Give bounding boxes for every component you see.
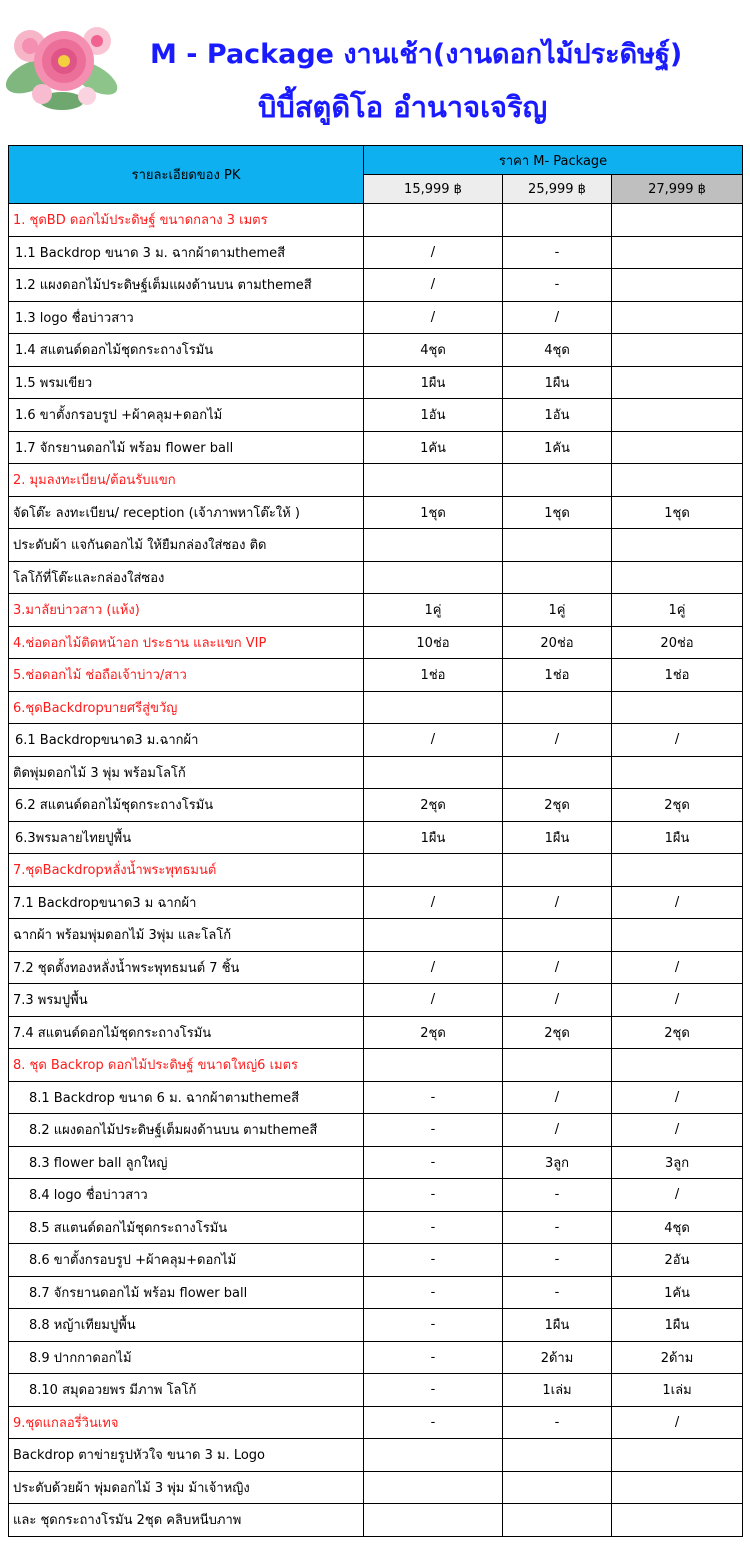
tier-3-value	[612, 431, 743, 464]
tier-3-value: /	[612, 1406, 743, 1439]
item-label: 7.3 พรมปูพื้น	[9, 984, 364, 1017]
header-row	[9, 146, 743, 175]
tier-3-value	[612, 529, 743, 562]
table-row	[9, 1276, 743, 1309]
tier-1-value: -	[364, 1276, 503, 1309]
tier-3-value	[612, 236, 743, 269]
tier-2-value: /	[503, 301, 612, 334]
tier-1-value	[364, 756, 503, 789]
item-label: 1.1 Backdrop ขนาด 3 ม. ฉากผ้าตามthemeสี	[9, 236, 364, 269]
table-row	[9, 1341, 743, 1374]
tier-3-value: /	[612, 886, 743, 919]
tier-3-value	[612, 561, 743, 594]
tier-2-value	[503, 529, 612, 562]
tier-3-value: /	[612, 951, 743, 984]
tier-1-value: -	[364, 1244, 503, 1277]
tier-3-value	[612, 366, 743, 399]
item-label: 8.1 Backdrop ขนาด 6 ม. ฉากผ้าตามthemeสี	[9, 1081, 364, 1114]
section-label: 9.ชุดแกลอรี่วินเทจ	[9, 1406, 364, 1439]
section-label: 8. ชุด Backrop ดอกไม้ประดิษฐ์ ขนาดใหญ่6 เมตร	[9, 1049, 364, 1082]
tier-1-value: -	[364, 1146, 503, 1179]
tier-3-value	[612, 269, 743, 302]
tier-2-value: -	[503, 1406, 612, 1439]
table-row	[9, 1406, 743, 1439]
tier-1-value: -	[364, 1211, 503, 1244]
tier-1-value: /	[364, 301, 503, 334]
item-label: 1.3 logo ชื่อบ่าวสาว	[9, 301, 364, 334]
tier-1-value: -	[364, 1114, 503, 1147]
table-row	[9, 756, 743, 789]
tier-2-value: 1อัน	[503, 399, 612, 432]
tier-2-value: 4ชุด	[503, 334, 612, 367]
tier-1-value	[364, 204, 503, 237]
section-label: 3.มาลัยบ่าวสาว (แห้ง)	[9, 594, 364, 627]
tier-1-value: -	[364, 1309, 503, 1342]
item-label: 7.1 Backdropขนาด3 ม ฉากผ้า	[9, 886, 364, 919]
tier-1-value: /	[364, 886, 503, 919]
tier-2-value: 1เล่ม	[503, 1374, 612, 1407]
item-label: 6.3พรมลายไทยปูพื้น	[9, 821, 364, 854]
tier-2-value	[503, 756, 612, 789]
item-label: 8.7 จักรยานดอกไม้ พร้อม flower ball	[9, 1276, 364, 1309]
tier-3-value	[612, 204, 743, 237]
table-row	[9, 626, 743, 659]
tier-1-value	[364, 1504, 503, 1537]
tier-2-value: /	[503, 886, 612, 919]
tier-1-value: -	[364, 1081, 503, 1114]
tier-3-value	[612, 301, 743, 334]
section-label: 2. มุมลงทะเบียน/ต้อนรับแขก	[9, 464, 364, 497]
tier-2-value: 1ชุด	[503, 496, 612, 529]
tier-1-value: 4ชุด	[364, 334, 503, 367]
table-row	[9, 951, 743, 984]
tier-2-value: -	[503, 1276, 612, 1309]
table-row	[9, 431, 743, 464]
item-label: 8.6 ขาตั้งกรอบรูป +ผ้าคลุม+ดอกไม้	[9, 1244, 364, 1277]
tier-3-value	[612, 756, 743, 789]
table-row	[9, 1146, 743, 1179]
tier-3-value: 2อัน	[612, 1244, 743, 1277]
tier-1-value	[364, 1471, 503, 1504]
table-row	[9, 594, 743, 627]
page-header	[0, 0, 750, 140]
tier-3-value: 1คัน	[612, 1276, 743, 1309]
tier-1-value	[364, 691, 503, 724]
table-row	[9, 561, 743, 594]
table-row	[9, 496, 743, 529]
tier-1-value: 1อัน	[364, 399, 503, 432]
section-label: 1. ชุดBD ดอกไม้ประดิษฐ์ ขนาดกลาง 3 เมตร	[9, 204, 364, 237]
tier-3-value: 1ชุด	[612, 496, 743, 529]
tier-2-value	[503, 1504, 612, 1537]
tier-3-value: 1ผืน	[612, 1309, 743, 1342]
tier-3-value: 4ชุด	[612, 1211, 743, 1244]
table-row	[9, 1439, 743, 1472]
tier-3-value	[612, 334, 743, 367]
table-row	[9, 301, 743, 334]
tier-1-value: 10ช่อ	[364, 626, 503, 659]
tier-3-value: /	[612, 984, 743, 1017]
table-row	[9, 1374, 743, 1407]
tier-1-value: /	[364, 724, 503, 757]
tier-3-value: 1เล่ม	[612, 1374, 743, 1407]
table-row	[9, 366, 743, 399]
tier-2-value	[503, 204, 612, 237]
tier-1-value	[364, 854, 503, 887]
section-label: 4.ช่อดอกไม้ติดหน้าอก ประธาน และแขก VIP	[9, 626, 364, 659]
tier-1-value: 1ผืน	[364, 821, 503, 854]
tier-3-value: /	[612, 1179, 743, 1212]
item-label: 7.4 สแตนด์ดอกไม้ชุดกระถางโรมัน	[9, 1016, 364, 1049]
page-subtitle: บิบี้สตูดิโอ อำนาจเจริญ	[258, 90, 548, 124]
tier-1-value: 1ชุด	[364, 496, 503, 529]
item-label: 8.4 logo ชื่อบ่าวสาว	[9, 1179, 364, 1212]
table-row	[9, 1016, 743, 1049]
tier-2-value: 1คู่	[503, 594, 612, 627]
tier-1-value: -	[364, 1406, 503, 1439]
price-tier-3: 27,999 ฿	[612, 175, 743, 204]
tier-1-value: 2ชุด	[364, 1016, 503, 1049]
item-label: 8.8 หญ้าเทียมปูพื้น	[9, 1309, 364, 1342]
item-label: ฉากผ้า พร้อมพุ่มดอกไม้ 3พุ่ม และโลโก้	[9, 919, 364, 952]
tier-1-value: -	[364, 1179, 503, 1212]
tier-1-value	[364, 1049, 503, 1082]
table-row	[9, 464, 743, 497]
item-label: 1.6 ขาตั้งกรอบรูป +ผ้าคลุม+ดอกไม้	[9, 399, 364, 432]
tier-3-value: 1ช่อ	[612, 659, 743, 692]
tier-3-value: /	[612, 1081, 743, 1114]
item-label: 8.3 flower ball ลูกใหญ่	[9, 1146, 364, 1179]
tier-1-value: 1ช่อ	[364, 659, 503, 692]
item-label: 1.5 พรมเขียว	[9, 366, 364, 399]
tier-2-value: /	[503, 724, 612, 757]
table-row	[9, 204, 743, 237]
item-label: จัดโต๊ะ ลงทะเบียน/ reception (เจ้าภาพหาโต๊ะให้ )	[9, 496, 364, 529]
item-label: 8.9 ปากกาดอกไม้	[9, 1341, 364, 1374]
section-label: 6.ชุดBackdropบายศรีสู่ขวัญ	[9, 691, 364, 724]
tier-3-value: /	[612, 1114, 743, 1147]
tier-1-value: 1คู่	[364, 594, 503, 627]
item-label: ติดพุ่มดอกไม้ 3 พุ่ม พร้อมโลโก้	[9, 756, 364, 789]
tier-3-value: 20ช่อ	[612, 626, 743, 659]
pink-flower-bouquet-icon	[2, 6, 122, 116]
tier-2-value: -	[503, 236, 612, 269]
item-label: ประดับผ้า แจกันดอกไม้ ให้ยืมกล่องใส่ซอง ติด	[9, 529, 364, 562]
table-row	[9, 1179, 743, 1212]
tier-2-value	[503, 464, 612, 497]
tier-3-value: 3ลูก	[612, 1146, 743, 1179]
tier-2-value: 1คัน	[503, 431, 612, 464]
tier-2-value: -	[503, 1179, 612, 1212]
tier-2-value	[503, 561, 612, 594]
package-table	[8, 145, 743, 1537]
item-label: 6.2 สแตนด์ดอกไม้ชุดกระถางโรมัน	[9, 789, 364, 822]
page-title: M - Package งานเช้า(งานดอกไม้ประดิษฐ์)	[150, 39, 683, 70]
tier-2-value	[503, 1049, 612, 1082]
table-row	[9, 1114, 743, 1147]
section-label: 7.ชุดBackdropหลั่งน้ำพระพุทธมนต์	[9, 854, 364, 887]
table-row	[9, 691, 743, 724]
table-row	[9, 919, 743, 952]
price-header: ราคา M- Package	[364, 146, 743, 175]
table-row	[9, 1309, 743, 1342]
tier-1-value: -	[364, 1341, 503, 1374]
tier-2-value: 20ช่อ	[503, 626, 612, 659]
tier-3-value	[612, 1049, 743, 1082]
tier-3-value	[612, 854, 743, 887]
tier-1-value	[364, 919, 503, 952]
tier-2-value: 2ชุด	[503, 1016, 612, 1049]
table-row	[9, 724, 743, 757]
tier-3-value	[612, 1504, 743, 1537]
item-label: และ ชุดกระถางโรมัน 2ชุด คลิบหนีบภาพ	[9, 1504, 364, 1537]
table-row	[9, 1244, 743, 1277]
tier-2-value: -	[503, 1211, 612, 1244]
tier-1-value: /	[364, 951, 503, 984]
tier-3-value: 2ชุด	[612, 789, 743, 822]
tier-1-value: 1ผืน	[364, 366, 503, 399]
section-label: 5.ช่อดอกไม้ ช่อถือเจ้าบ่าว/สาว	[9, 659, 364, 692]
tier-3-value	[612, 919, 743, 952]
table-row	[9, 886, 743, 919]
tier-3-value	[612, 691, 743, 724]
tier-3-value	[612, 399, 743, 432]
tier-2-value	[503, 854, 612, 887]
tier-2-value: 1ช่อ	[503, 659, 612, 692]
table-row	[9, 821, 743, 854]
table-row	[9, 399, 743, 432]
item-label: 6.1 Backdropขนาด3 ม.ฉากผ้า	[9, 724, 364, 757]
tier-2-value: 1ผืน	[503, 366, 612, 399]
table-row	[9, 334, 743, 367]
table-row	[9, 1049, 743, 1082]
tier-2-value: -	[503, 1244, 612, 1277]
table-row	[9, 1211, 743, 1244]
tier-2-value	[503, 691, 612, 724]
table-row	[9, 1504, 743, 1537]
table-row	[9, 269, 743, 302]
tier-2-value	[503, 1439, 612, 1472]
tier-3-value: 2ชุด	[612, 1016, 743, 1049]
tier-1-value: 1คัน	[364, 431, 503, 464]
tier-3-value	[612, 1439, 743, 1472]
tier-1-value: -	[364, 1374, 503, 1407]
item-label: โลโก้ที่โต๊ะและกล่องใส่ซอง	[9, 561, 364, 594]
tier-1-value	[364, 561, 503, 594]
tier-3-value: 1คู่	[612, 594, 743, 627]
tier-2-value: /	[503, 1081, 612, 1114]
price-tier-2: 25,999 ฿	[503, 175, 612, 204]
tier-3-value: /	[612, 724, 743, 757]
tier-1-value: /	[364, 269, 503, 302]
table-row	[9, 1471, 743, 1504]
tier-2-value	[503, 919, 612, 952]
table-row	[9, 1081, 743, 1114]
tier-1-value: 2ชุด	[364, 789, 503, 822]
tier-1-value: /	[364, 236, 503, 269]
tier-2-value: /	[503, 1114, 612, 1147]
tier-1-value	[364, 1439, 503, 1472]
item-label: 1.2 แผงดอกไม้ประดิษฐ์เต็มแผงด้านบน ตามthemeสี	[9, 269, 364, 302]
tier-3-value: 1ผืน	[612, 821, 743, 854]
tier-1-value	[364, 464, 503, 497]
tier-2-value: 1ผืน	[503, 1309, 612, 1342]
tier-3-value	[612, 1471, 743, 1504]
table-row	[9, 854, 743, 887]
table-row	[9, 984, 743, 1017]
table-row	[9, 529, 743, 562]
tier-2-value: 2ด้าม	[503, 1341, 612, 1374]
tier-1-value	[364, 529, 503, 562]
item-label: 7.2 ชุดตั้งทองหลั่งน้ำพระพุทธมนต์ 7 ชิ้น	[9, 951, 364, 984]
table-row	[9, 659, 743, 692]
table-row	[9, 789, 743, 822]
item-label: 1.4 สแตนด์ดอกไม้ชุดกระถางโรมัน	[9, 334, 364, 367]
tier-2-value: /	[503, 984, 612, 1017]
item-label: Backdrop ตาข่ายรูปหัวใจ ขนาด 3 ม. Logo	[9, 1439, 364, 1472]
item-label: 8.5 สแตนด์ดอกไม้ชุดกระถางโรมัน	[9, 1211, 364, 1244]
item-label: ประดับด้วยผ้า พุ่มดอกไม้ 3 พุ่ม ม้าเจ้าหญิง	[9, 1471, 364, 1504]
tier-3-value	[612, 464, 743, 497]
item-label: 8.10 สมุดอวยพร มีภาพ โลโก้	[9, 1374, 364, 1407]
tier-2-value	[503, 1471, 612, 1504]
description-header: รายละเอียดของ PK	[9, 146, 364, 204]
tier-1-value: /	[364, 984, 503, 1017]
price-tier-1: 15,999 ฿	[364, 175, 503, 204]
tier-2-value: 3ลูก	[503, 1146, 612, 1179]
table-row	[9, 236, 743, 269]
item-label: 8.2 แผงดอกไม้ประดิษฐ์เต็มผงด้านบน ตามthemeสี	[9, 1114, 364, 1147]
tier-2-value: 2ชุด	[503, 789, 612, 822]
tier-2-value: 1ผืน	[503, 821, 612, 854]
tier-3-value: 2ด้าม	[612, 1341, 743, 1374]
tier-2-value: /	[503, 951, 612, 984]
item-label: 1.7 จักรยานดอกไม้ พร้อม flower ball	[9, 431, 364, 464]
tier-2-value: -	[503, 269, 612, 302]
